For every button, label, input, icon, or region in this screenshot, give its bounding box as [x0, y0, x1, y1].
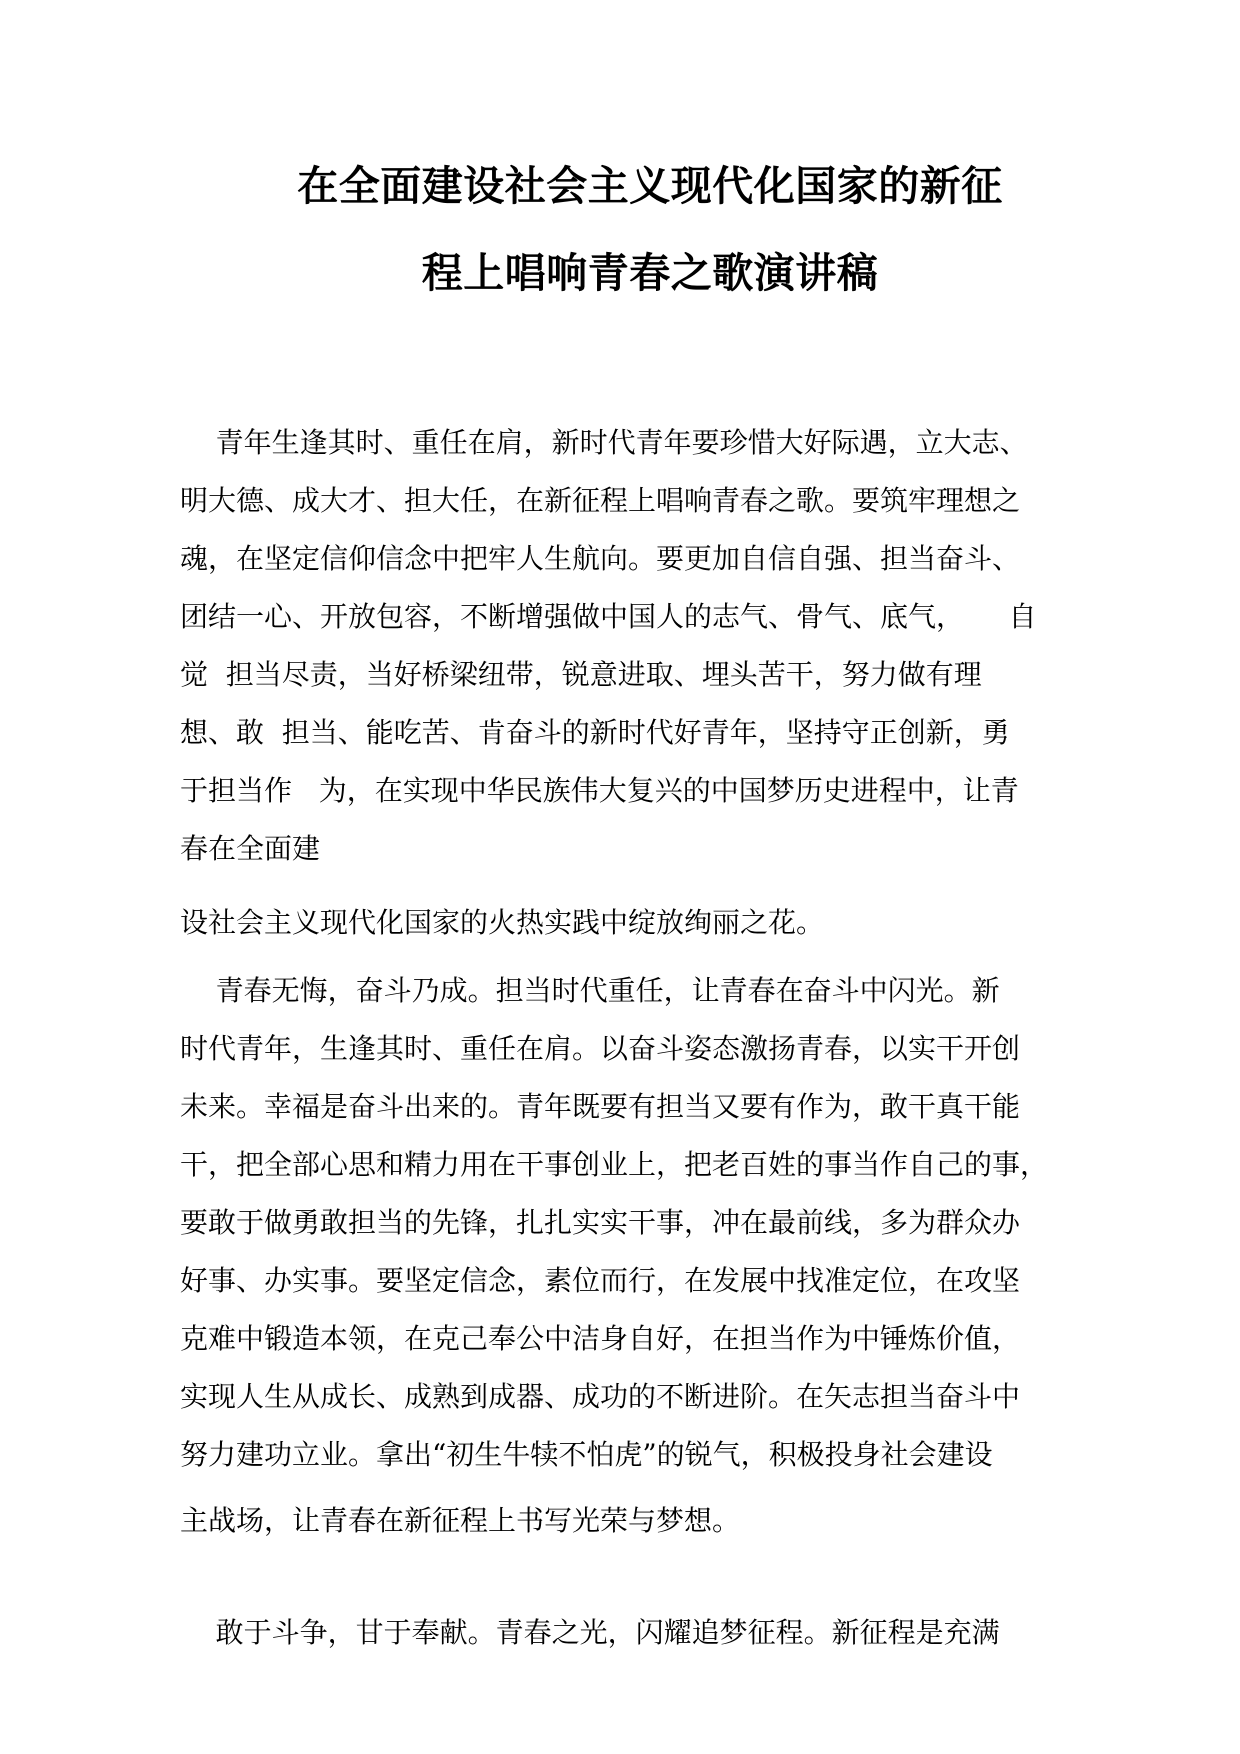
body-line: 想、敢 担当、能吃苦、肯奋斗的新时代好青年，坚持守正创新，勇 [180, 716, 1010, 749]
body-line: 实现人生从成长、成熟到成器、成功的不断进阶。在矢志担当奋斗中 [180, 1380, 1021, 1413]
body-line: 青春无悔，奋斗乃成。担当时代重任，让青春在奋斗中闪光。新 [180, 974, 1000, 1007]
body-line: 青年生逢其时、重任在肩，新时代青年要珍惜大好际遇，立大志、 [180, 426, 1028, 459]
body-line: 团结一心、开放包容，不断增强做中国人的志气、骨气、底气， 自 [180, 600, 1037, 633]
document-title-line-2: 程上唱响青春之歌演讲稿 [421, 249, 879, 297]
body-line: 未来。幸福是奋斗出来的。青年既要有担当又要有作为，敢干真干能 [180, 1090, 1021, 1123]
body-line: 好事、办实事。要坚定信念，素位而行，在发展中找准定位，在攻坚 [180, 1264, 1021, 1297]
body-line: 明大德、成大才、担大任，在新征程上唱响青春之歌。要筑牢理想之 [180, 484, 1021, 517]
body-line: 觉 担当尽责，当好桥梁纽带，锐意进取、埋头苦干，努力做有理 [180, 658, 982, 691]
document-title-line-1: 在全面建设社会主义现代化国家的新征 [297, 162, 1003, 210]
body-line: 克难中锻造本领，在克己奉公中洁身自好，在担当作为中锤炼价值， [180, 1322, 1021, 1355]
body-line: 设社会主义现代化国家的火热实践中绽放绚丽之花。 [180, 906, 825, 939]
body-line: 主战场，让青春在新征程上书写光荣与梦想。 [180, 1504, 741, 1537]
body-line: 干，把全部心思和精力用在干事创业上，把老百姓的事当作自己的事， [180, 1148, 1049, 1181]
body-line: 敢于斗争，甘于奉献。青春之光，闪耀追梦征程。新征程是充满 [180, 1616, 1000, 1649]
body-line: 于担当作 为，在实现中华民族伟大复兴的中国梦历史进程中，让青 [180, 774, 1019, 807]
body-line: 努力建功立业。拿出“初生牛犊不怕虎”的锐气，积极投身社会建设 [180, 1438, 993, 1471]
body-line: 时代青年，生逢其时、重任在肩。以奋斗姿态激扬青春，以实干开创 [180, 1032, 1021, 1065]
body-line: 要敢于做勇敢担当的先锋，扎扎实实干事，冲在最前线，多为群众办 [180, 1206, 1021, 1239]
body-line: 春在全面建 [180, 832, 321, 865]
body-line: 魂，在坚定信仰信念中把牢人生航向。要更加自信自强、担当奋斗、 [180, 542, 1021, 575]
